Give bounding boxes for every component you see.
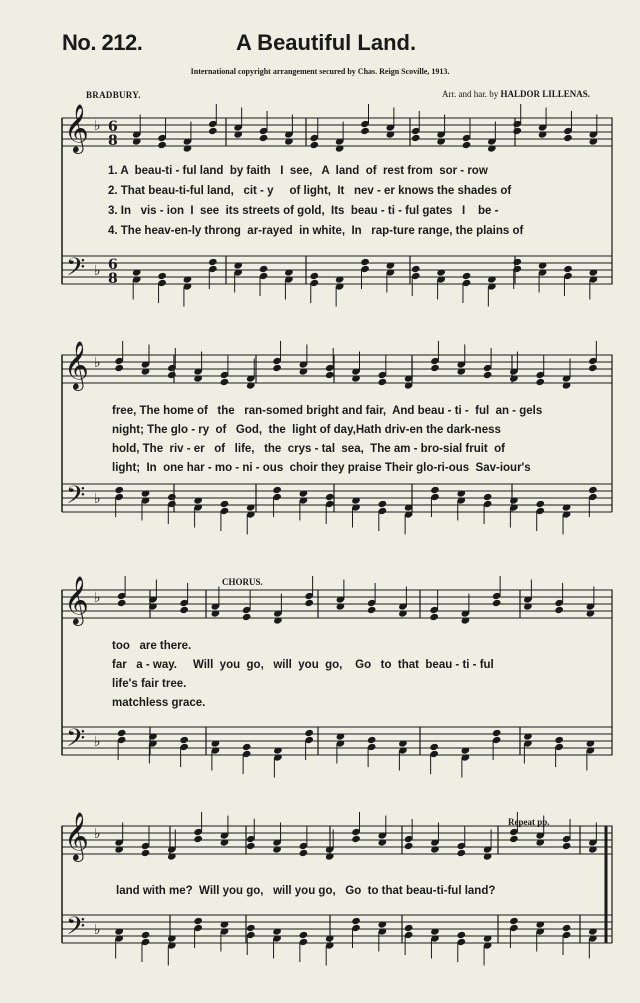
note-head [429,613,439,621]
time-signature: 6 [108,119,118,135]
bass-clef-icon: 𝄢 [66,481,86,516]
hymn-title: A Beautiful Land. [236,30,417,55]
note-head [242,743,252,751]
treble-clef-icon: 𝄞 [64,103,89,152]
note-head [367,606,377,614]
lyric-line: night; The glo - ry of God, the light of day,Hath driv-en the dark-ness [112,424,501,436]
note-head [141,849,151,857]
note-head [309,141,319,149]
note-head [492,599,502,607]
note-head [246,924,256,932]
note-head [304,599,314,607]
note-head [157,272,167,280]
note-head [404,924,414,932]
bass-clef-icon: 𝄢 [66,253,86,288]
note-head [179,606,189,614]
flat-icon: ♭ [94,118,101,134]
treble-clef-icon: 𝄞 [64,340,89,389]
note-head [509,835,519,843]
note-head [325,493,335,501]
lyric-line: 1. A beau-ti - ful land by faith I see, A land of rest from sor - row [108,165,488,177]
flat-icon: ♭ [94,491,101,507]
note-head [117,599,127,607]
lyric-line: 3. In vis - ion I see its streets of gold, Its beau - ti - ful gates I be - [108,205,499,217]
lyric-line: land with me? Will you go, will you go, Go to that beau-ti-ful land? [116,885,496,897]
note-head [462,272,472,280]
note-head [554,606,564,614]
note-head [562,842,572,850]
treble-clef-icon: 𝄞 [64,811,89,860]
time-signature: 8 [108,271,118,287]
arranger-name: HALDOR LILLENAS. [500,89,590,99]
note-head [246,842,256,850]
note-head [512,127,522,135]
note-head [411,134,421,142]
note-head [492,729,502,737]
note-head [563,134,573,142]
bass-clef-icon: 𝄢 [66,724,86,759]
chorus-marking: CHORUS. [222,577,263,587]
copyright-notice: International copyright arrangement secured by Chas. Reign Scoville, 1913. [190,67,450,76]
lyric-line: far a - way. Will you go, will you go, Go to that beau - ti - ful [112,659,494,671]
note-head [378,378,388,386]
note-head [193,835,203,843]
flat-icon: ♭ [94,826,101,842]
note-head [208,127,218,135]
note-head [179,736,189,744]
note-head [167,493,177,501]
note-head [360,127,370,135]
note-head [535,500,545,508]
note-head [141,931,151,939]
note-head [562,924,572,932]
time-signature: 6 [108,257,118,273]
lyric-line: 4. The heav-en-ly throng ar-rayed in white, In rap-ture range, the plains of [108,225,524,237]
note-head [351,917,361,925]
note-head [509,917,519,925]
note-head [208,258,218,266]
note-head [456,849,466,857]
note-head [167,371,177,379]
note-head [483,493,493,501]
note-head [588,486,598,494]
note-head [535,378,545,386]
note-head [554,736,564,744]
flat-icon: ♭ [94,590,101,606]
note-head [259,265,269,273]
arranger-prefix: Arr. and har. by [441,89,499,99]
note-head [360,258,370,266]
note-head [220,500,230,508]
note-head [299,931,309,939]
note-head [242,613,252,621]
lyric-line: light; In one har - mo - ni - ous choir they praise Their glo-ri-ous Sav-iour's [112,462,531,474]
note-head [325,371,335,379]
flat-icon: ♭ [94,355,101,371]
lyric-line: too are there. [112,640,192,652]
note-head [272,364,282,372]
treble-clef-icon: 𝄞 [64,575,89,624]
flat-icon: ♭ [94,734,101,750]
note-head [299,849,309,857]
lyric-line: hold, The riv - er of life, the crys - tal sea, The am - bro-sial fruit of [112,443,505,455]
note-head [404,842,414,850]
note-head [588,364,598,372]
flat-icon: ♭ [94,922,101,938]
lyric-line: matchless grace. [112,697,206,709]
lyric-line: free, The home of the ran-somed bright and fair, And beau - ti - ful an - gels [112,405,543,417]
note-head [367,736,377,744]
composer-credit: BRADBURY. [86,90,141,100]
note-head [193,917,203,925]
note-head [430,486,440,494]
note-head [429,743,439,751]
flat-icon: ♭ [94,263,101,279]
note-head [351,835,361,843]
note-head [563,265,573,273]
repeat-marking: Repeat pp. [508,817,550,827]
note-head [114,364,124,372]
hymn-number: No. 212. [62,30,143,55]
time-signature: 8 [108,133,118,149]
note-head [483,371,493,379]
note-head [157,141,167,149]
note-head [411,265,421,273]
note-head [462,141,472,149]
note-head [456,931,466,939]
note-head [512,258,522,266]
note-head [117,729,127,737]
note-head [309,272,319,280]
note-head [114,486,124,494]
lyric-line: life's fair tree. [112,678,187,690]
note-head [378,500,388,508]
note-head [272,486,282,494]
note-head [259,134,269,142]
bass-clef-icon: 𝄢 [66,912,86,947]
note-head [220,378,230,386]
note-head [430,364,440,372]
note-head [304,729,314,737]
lyric-line: 2. That beau-ti-ful land, cit - y of light, It nev - er knows the shades of [108,185,512,197]
